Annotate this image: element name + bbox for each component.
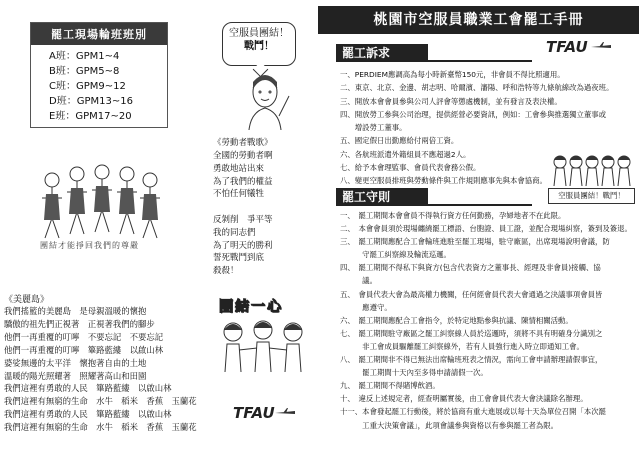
poem-line: 我們這裡有勇敢的人民 篳路藍縷 以啟山林 (4, 409, 172, 420)
airplane-icon (275, 408, 295, 418)
tfau-logo: TFAU (233, 404, 275, 422)
song-line: 勇敢地站出來 (213, 163, 265, 174)
flight-attendants-cartoon (550, 152, 634, 186)
poem-body (4, 305, 197, 434)
poem-line: 我們這裡有無窮的生命 水牛 稻米 香蕉 玉蘭花 (4, 422, 197, 433)
airplane-icon (590, 42, 612, 52)
rule-item: 非工會成員驅離罷工糾察線外，若有人員強行進入時立即通知工會。 (340, 341, 584, 351)
demand-item: 二、東京、北京、金邊、胡志明、哈爾濱、瀋陽、呼和浩特等九條航線改為過夜班。 (340, 83, 614, 93)
demand-item: 一、PERDIEM應調高為每小時新臺幣150元，非會員不得比照適用。 (340, 70, 565, 79)
rule-item: 守罷工糾察線及輪流巡邏。 (340, 250, 451, 260)
cartoon-caption: 空服員團結！戰鬥！ (548, 188, 635, 204)
song-line: 殺殺！ (213, 266, 239, 277)
poem-line: 婆娑無邊的太平洋 懷抱著自由的土地 (4, 357, 147, 368)
section-divider (422, 60, 532, 62)
rule-item: 十一、本會發起罷工行動後，將於協商有重大進展或以每十天為單位召開「本次罷 (340, 407, 607, 417)
rule-item: 應遵守。 (340, 302, 392, 312)
rule-item: 九、 罷工期間不得賭博飲酒。 (340, 381, 440, 391)
tfau-logo: TFAU (546, 38, 588, 56)
poem-title: 《美麗島》 (4, 295, 50, 305)
poem-line: 他們一再重覆的叮嚀 不要忘記 不要忘記 (4, 331, 164, 342)
shift-item: E班：GPM17~20 (49, 111, 132, 122)
rule-item: 三、 罷工期間應配合工會輪班進駐至罷工現場，駐守廠區，出席現場說明會議，防 (340, 237, 610, 247)
unity-title: 團結一心 (219, 299, 283, 315)
song-line: 不怕任何犧牲 (213, 189, 265, 200)
rule-item: 五、 會員代表大會為最高權力機關，任何經會員代表大會通過之決議事項會員皆 (340, 289, 603, 299)
song-line: 我的同志們 (213, 227, 256, 238)
rules-list (340, 209, 632, 432)
bubble-line: 戰鬥！ (244, 41, 274, 52)
shift-item: B班：GPM5~8 (49, 66, 120, 77)
speech-bubble (222, 22, 296, 66)
section-title-demands: 罷工訴求 (336, 44, 428, 62)
poem-line: 我們搖籃的美麗島 是母親溫暖的懷抱 (4, 306, 147, 316)
demand-item: 七、給予本會理監事、會員代表會務公假。 (340, 163, 481, 173)
section-title-rules: 罷工守則 (336, 188, 428, 206)
poem-line: 他們一再重覆的叮嚀 篳路藍縷 以啟山林 (4, 344, 164, 355)
rule-item: 一、 罷工期間本會會員不得執行資方任何勤務，孕婦地者不在此限。 (340, 211, 566, 220)
shift-item: D班：GPM13~16 (49, 96, 133, 107)
rule-item: 七、 罷工期間駐守廠區之罷工糾察線人員於巡邏時，須將不具有明確身分識別之 (340, 328, 603, 338)
shift-list (49, 49, 167, 124)
bubble-line: 空服員團結！ (229, 28, 289, 39)
rule-item: 議。 (340, 276, 377, 286)
left-panel (0, 0, 205, 452)
demand-item: 五、國定假日出勤應給付兩倍工資。 (340, 136, 459, 146)
rule-item: 四、 罷工期間不得私下與資方(包含代表資方之董事長、經理及非會員)接觸、協 (340, 263, 601, 273)
middle-panel (205, 0, 315, 452)
poem-line: 溫暖的陽光照耀著 照耀著高山和田園 (4, 370, 147, 381)
illustration-caption: 團結才能掙回我們的尊嚴 (40, 241, 139, 250)
song-body (213, 150, 273, 278)
flight-attendant-illustration (225, 68, 305, 130)
demand-item: 四、開放勞工參與公司治理，提供經營必要資訊，例如：工會參與推選獨立董事或 (340, 109, 607, 119)
demand-item: 六、各航班派遣外籍組員不應超過2人。 (340, 149, 471, 159)
rule-item: 六、 罷工期間應配合工會指令，於特定地點參與抗議、陳情相關活動。 (340, 315, 573, 325)
shift-schedule-title: 罷工現場輪班班別 (31, 23, 167, 45)
shift-item: C班：GPM9~12 (49, 81, 126, 92)
section-divider (422, 204, 532, 206)
rule-item: 工重大決策會議」，此項會議參與資格以有參與罷工者為限。 (340, 420, 559, 430)
poem-line: 我們這裡有勇敢的人民 篳路藍縷 以啟山林 (4, 383, 172, 394)
song-line: 為了我們的權益 (213, 176, 273, 187)
handbook-header: 桃園市空服員職業工會罷工手冊 (318, 6, 639, 34)
song-line: 反剝削 爭平等 (213, 214, 273, 225)
shift-schedule-box (30, 22, 168, 128)
poem-line: 我們這裡有無窮的生命 水牛 稻米 香蕉 玉蘭花 (4, 396, 197, 407)
rule-item: 二、 本會會員須於現場纏繞罷工標語、台胞證、員工證，並配合現場糾察，簽到及簽退。 (340, 224, 632, 234)
rule-item: 八、 罷工期間非不得已無法出席輪班班表之情況，需向工會申請辦理請假事宜， (340, 355, 603, 365)
song-line (213, 201, 273, 214)
demand-item: 八、變更空服員排班與勞動條件與工作規則應事先與本會協商。 (340, 176, 547, 186)
demand-item: 三、開放本會會員參與公司人評會等懲處機制，並有發言及表決權。 (340, 96, 562, 106)
song-line: 為了明天的勝利 (213, 240, 273, 251)
song-line: 誓死戰鬥到底 (213, 253, 265, 264)
rule-item: 十、 違反上述規定者，經查明屬實後，由工會會員代表大會決議除名辦理。 (340, 394, 588, 404)
three-children-illustration (213, 318, 313, 373)
song-line: 全國的勞動者啊 (213, 151, 273, 161)
right-panel (318, 0, 639, 452)
shift-item: A班：GPM1~4 (49, 51, 120, 62)
rule-item: 罷工期間十天內至多得申請請假一次。 (340, 368, 488, 378)
song-title: 《勞動者戰歌》 (213, 138, 273, 148)
demand-item: 增設勞工董事。 (340, 123, 407, 133)
poem-line: 驕傲的祖先們正視著 正視著我們的腳步 (4, 318, 155, 329)
